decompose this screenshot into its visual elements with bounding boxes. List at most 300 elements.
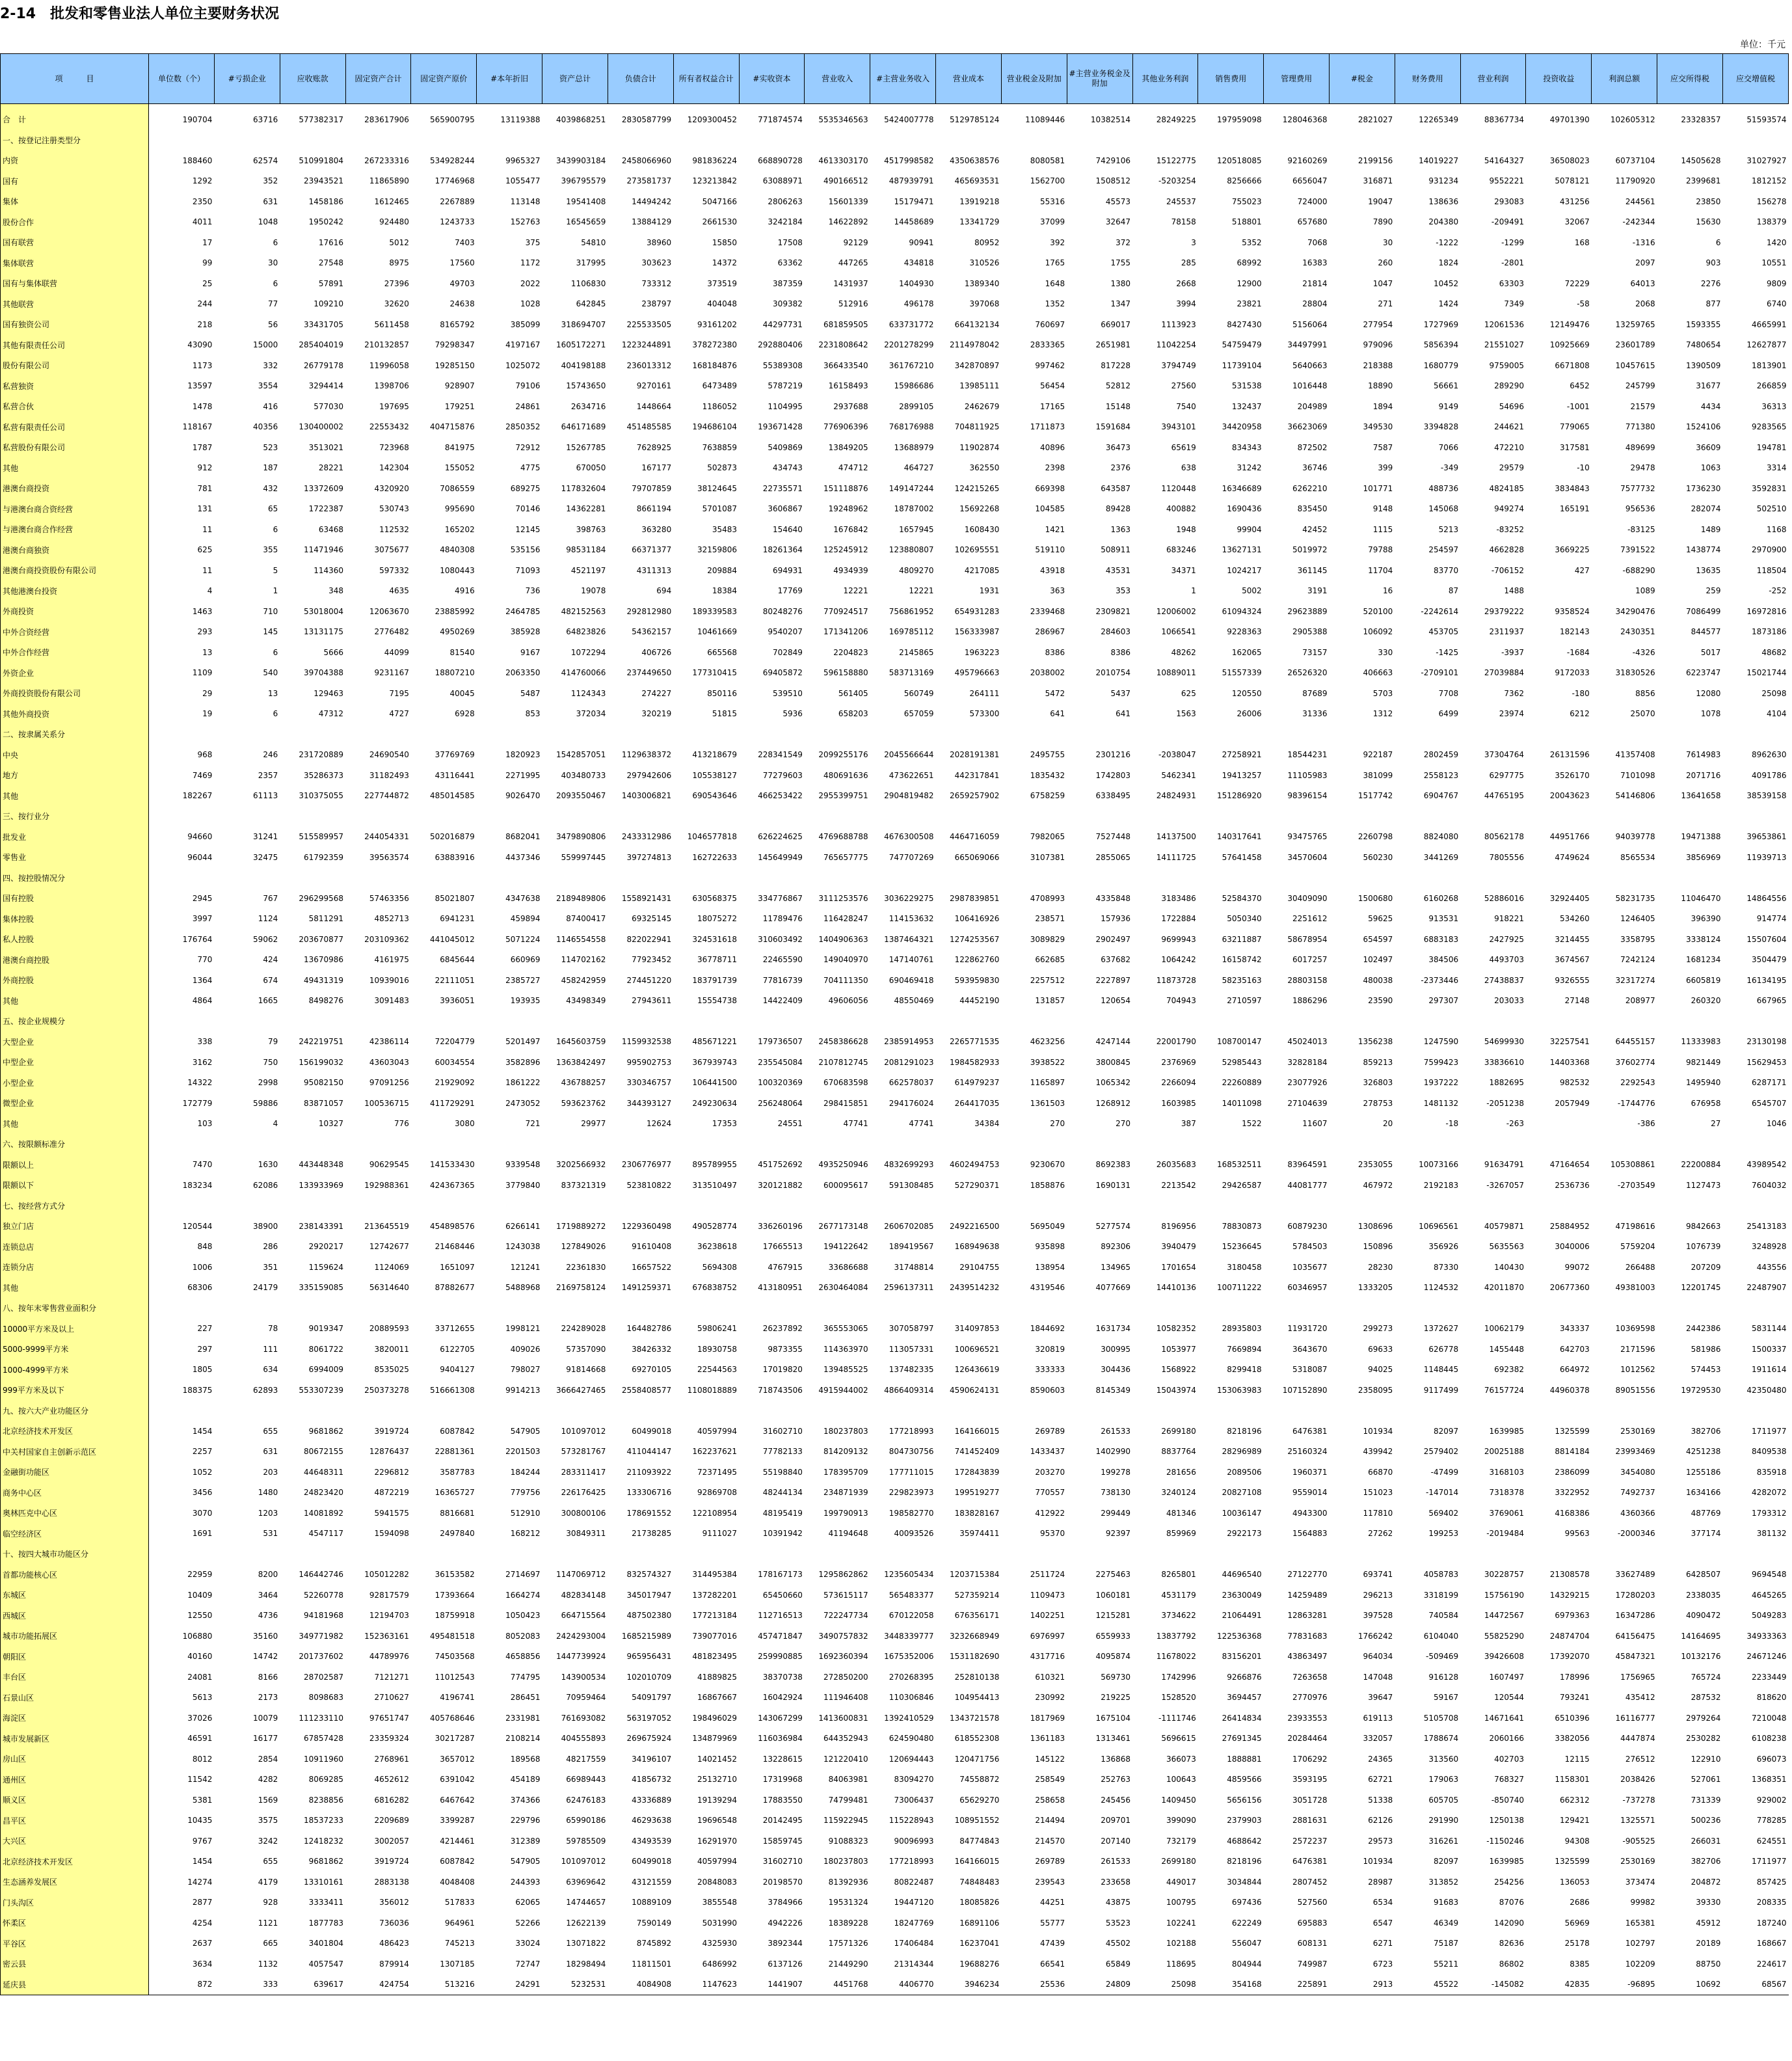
cell-value: 1016448 xyxy=(1292,381,1328,391)
cell-value: 73157 xyxy=(1302,647,1328,657)
table-row xyxy=(1,1093,1789,1114)
cell-value: 17769 xyxy=(777,586,803,596)
cell-value: 3643670 xyxy=(1292,1344,1328,1354)
cell-value xyxy=(870,1134,936,1155)
cell-value: 1522 xyxy=(1242,1119,1262,1129)
row-label: 限额以上 xyxy=(1,1155,149,1176)
cell-value: 26526320 xyxy=(1287,668,1328,678)
cell-value: 14322 xyxy=(187,1078,213,1088)
cell-value: 15000 xyxy=(253,340,278,350)
column-header: #主营业务收入 xyxy=(870,54,936,104)
cell-value: 9026470 xyxy=(505,791,541,801)
cell-value: 10582352 xyxy=(1156,1324,1196,1334)
cell-value: 118167 xyxy=(182,422,213,432)
cell-value: 61113 xyxy=(253,791,278,801)
cell-value xyxy=(936,724,1002,745)
cell-value: 2558123 xyxy=(1423,770,1459,780)
cell-value: 5047166 xyxy=(702,196,738,206)
cell-value: 64156475 xyxy=(1615,1631,1655,1641)
cell-value: 105308861 xyxy=(1610,1160,1655,1170)
cell-value: 177711015 xyxy=(889,1467,934,1477)
cell-value: 756861952 xyxy=(889,606,934,616)
cell-value: 968 xyxy=(197,750,213,760)
cell-value: 60499018 xyxy=(632,1857,672,1866)
cell-value: 8218196 xyxy=(1227,1857,1262,1866)
cell-value: 60737104 xyxy=(1615,155,1655,165)
cell-value: 31242 xyxy=(1237,463,1262,473)
cell-value: 94039778 xyxy=(1615,832,1655,842)
cell-value: 413180951 xyxy=(758,1283,803,1293)
cell-value: 27438837 xyxy=(1484,975,1524,985)
cell-value: 750 xyxy=(263,1057,278,1067)
cell-value: 23328357 xyxy=(1681,114,1721,124)
cell-value: 399 xyxy=(1378,463,1393,473)
cell-value: 4493703 xyxy=(1489,955,1524,965)
cell-value: 624551 xyxy=(1756,1836,1787,1846)
cell-value: 5437 xyxy=(1110,688,1130,698)
cell-value: 13119388 xyxy=(500,114,541,124)
cell-value: 1448664 xyxy=(636,401,672,411)
table-row xyxy=(1,1483,1789,1503)
cell-value: 439942 xyxy=(1363,1447,1393,1457)
cell-value: 286451 xyxy=(510,1693,541,1703)
cell-value: 518801 xyxy=(1231,217,1262,227)
cell-value: 5012 xyxy=(389,237,409,247)
cell-value xyxy=(1001,868,1067,889)
cell-value: 668890728 xyxy=(758,155,803,165)
cell-value: 7403 xyxy=(455,237,475,247)
cell-value: 523 xyxy=(263,442,278,452)
cell-value: 246 xyxy=(263,750,278,760)
cell-value: 203033 xyxy=(1494,996,1524,1006)
cell-value: 56314640 xyxy=(369,1283,409,1293)
cell-value: 256248064 xyxy=(758,1098,803,1108)
cell-value: 2171596 xyxy=(1620,1344,1655,1354)
cell-value: 10132176 xyxy=(1681,1652,1721,1662)
cell-value: 1404930 xyxy=(899,278,934,288)
table-row xyxy=(1,478,1789,499)
cell-value: 122910 xyxy=(1691,1754,1721,1764)
cell-value: 487502380 xyxy=(626,1611,672,1621)
cell-value: 596158880 xyxy=(823,668,868,678)
cell-value xyxy=(936,868,1002,889)
cell-value: 3456 xyxy=(192,1488,213,1498)
cell-value: 198496029 xyxy=(692,1713,738,1723)
cell-value: -1222 xyxy=(1436,237,1459,247)
cell-value: 15267785 xyxy=(566,442,606,452)
cell-value: 1165897 xyxy=(1030,1078,1065,1088)
cell-value: 270 xyxy=(1050,1119,1065,1129)
cell-value: 409026 xyxy=(510,1344,541,1354)
cell-value: 69325145 xyxy=(632,914,672,924)
cell-value: 79298347 xyxy=(435,340,475,350)
cell-value: 142304 xyxy=(379,463,409,473)
cell-value: 1824 xyxy=(1438,258,1459,268)
cell-value: 749987 xyxy=(1297,1959,1328,1969)
cell-value: 694931 xyxy=(773,565,803,575)
cell-value: 431256 xyxy=(1559,196,1590,206)
cell-value: 779756 xyxy=(510,1488,541,1498)
cell-value: 1858876 xyxy=(1030,1180,1065,1190)
cell-value: -1001 xyxy=(1566,401,1590,411)
cell-value: 605705 xyxy=(1428,1795,1459,1805)
table-row xyxy=(1,642,1789,663)
cell-value: 690469418 xyxy=(889,975,934,985)
cell-value: 64823826 xyxy=(566,627,606,637)
cell-value: 5409869 xyxy=(768,442,803,452)
cell-value: 1788674 xyxy=(1423,1734,1459,1744)
cell-value: 147048 xyxy=(1363,1672,1393,1682)
cell-value: 770 xyxy=(197,955,213,965)
cell-value: 381099 xyxy=(1363,770,1393,780)
cell-value: 36313 xyxy=(1761,401,1787,411)
cell-value: 6 xyxy=(273,237,278,247)
cell-value: 633731772 xyxy=(889,319,934,329)
cell-value: 1711977 xyxy=(1752,1426,1787,1436)
cell-value: 14329215 xyxy=(1549,1590,1590,1600)
cell-value: 199519277 xyxy=(954,1488,1000,1498)
cell-value xyxy=(1001,1401,1067,1421)
cell-value: 75187 xyxy=(1433,1939,1459,1948)
cell-value: 29977 xyxy=(581,1119,606,1129)
cell-value: 4 xyxy=(207,586,213,596)
row-label: 房山区 xyxy=(1,1749,149,1770)
cell-value xyxy=(673,868,739,889)
cell-value xyxy=(1132,724,1198,745)
cell-value xyxy=(805,1196,870,1217)
cell-value: 182267 xyxy=(182,791,213,801)
cell-value: 676958 xyxy=(1691,1098,1721,1108)
cell-value: 14164695 xyxy=(1681,1631,1721,1641)
cell-value: 4247144 xyxy=(1095,1037,1130,1047)
table-row xyxy=(1,1278,1789,1299)
cell-value: 56 xyxy=(267,319,278,329)
cell-value: 20889593 xyxy=(369,1324,409,1334)
cell-value: 6904767 xyxy=(1423,791,1459,801)
cell-value: 577030 xyxy=(314,401,344,411)
cell-value: 8165792 xyxy=(440,319,475,329)
cell-value: 9699943 xyxy=(1161,934,1196,944)
cell-value: 4676300508 xyxy=(884,832,934,842)
cell-value: -2019484 xyxy=(1486,1529,1524,1539)
cell-value: 1558921431 xyxy=(621,893,672,903)
cell-value: 27258921 xyxy=(1222,750,1262,760)
cell-value: 573300 xyxy=(969,709,1000,719)
cell-value: 1028 xyxy=(520,299,541,309)
cell-value: 254256 xyxy=(1494,1877,1524,1887)
cell-value: 4011 xyxy=(192,217,213,227)
cell-value: 481346 xyxy=(1166,1508,1196,1518)
cell-value: 57641458 xyxy=(1222,852,1262,862)
cell-value: 7708 xyxy=(1438,688,1459,698)
column-header: 销售费用 xyxy=(1198,54,1264,104)
cell-value: 482152563 xyxy=(561,606,606,616)
cell-value: 7210048 xyxy=(1752,1713,1787,1723)
cell-value xyxy=(345,1401,411,1421)
cell-value: 569402 xyxy=(1428,1508,1459,1518)
cell-value: 19688276 xyxy=(959,1959,1000,1969)
cell-value: 98396154 xyxy=(1287,791,1328,801)
cell-value xyxy=(214,806,280,827)
cell-value: 3634 xyxy=(192,1959,213,1969)
cell-value: 150896 xyxy=(1363,1242,1393,1252)
cell-value xyxy=(1395,1196,1460,1217)
cell-value: 44648311 xyxy=(303,1467,344,1477)
cell-value: 55211 xyxy=(1433,1959,1459,1969)
cell-value xyxy=(1132,1134,1198,1155)
cell-value: 31602710 xyxy=(762,1857,803,1866)
cell-value: 755023 xyxy=(1231,196,1262,206)
cell-value xyxy=(870,130,936,151)
cell-value: 48550469 xyxy=(894,996,934,1006)
cell-value: 15021744 xyxy=(1746,668,1787,678)
cell-value: 14021452 xyxy=(697,1754,738,1764)
cell-value xyxy=(477,1011,542,1032)
cell-value xyxy=(1592,1544,1657,1565)
cell-value: -1299 xyxy=(1501,237,1524,247)
cell-value: 931234 xyxy=(1428,176,1459,186)
cell-value: 6262210 xyxy=(1292,483,1328,493)
cell-value: 245537 xyxy=(1166,196,1196,206)
cell-value xyxy=(411,130,477,151)
cell-value xyxy=(673,1401,739,1421)
cell-value: 32067 xyxy=(1564,217,1590,227)
cell-value: 3919724 xyxy=(374,1857,409,1866)
cell-value: 1458186 xyxy=(308,196,344,206)
cell-value: 87882677 xyxy=(435,1283,475,1293)
row-label: 城市功能拓展区 xyxy=(1,1626,149,1647)
cell-value: 2883138 xyxy=(374,1877,409,1887)
row-label: 金融街功能区 xyxy=(1,1462,149,1483)
cell-value: 37769769 xyxy=(435,750,475,760)
cell-value: 3464 xyxy=(258,1590,278,1600)
table-row xyxy=(1,1462,1789,1483)
cell-value: 8661194 xyxy=(636,504,672,514)
cell-value: 512916 xyxy=(838,299,868,309)
cell-value: 8196956 xyxy=(1161,1221,1196,1231)
column-header: 利润总额 xyxy=(1592,54,1657,104)
cell-value: 79788 xyxy=(1368,545,1393,555)
cell-value: 117832604 xyxy=(561,483,606,493)
cell-value: 4039868251 xyxy=(556,114,606,124)
cell-value: 6 xyxy=(273,524,278,534)
cell-value: 13228615 xyxy=(762,1754,803,1764)
cell-value: 4915944002 xyxy=(818,1385,868,1395)
cell-value: 14111725 xyxy=(1156,852,1196,862)
cell-value: 5232531 xyxy=(542,1974,608,1995)
cell-value: 16657522 xyxy=(632,1262,672,1272)
cell-value: 657059 xyxy=(903,709,934,719)
cell-value xyxy=(739,1011,805,1032)
cell-value: 29579 xyxy=(1499,463,1524,473)
cell-value: 17393664 xyxy=(435,1590,475,1600)
cell-value: 1052 xyxy=(192,1467,213,1477)
cell-value: 1805 xyxy=(192,1365,213,1375)
cell-value: 41194648 xyxy=(828,1529,868,1539)
cell-value xyxy=(1460,130,1526,151)
cell-value xyxy=(542,1196,608,1217)
cell-value xyxy=(673,1011,739,1032)
cell-value: 3994 xyxy=(1176,299,1196,309)
cell-value: 3769061 xyxy=(1489,1508,1524,1518)
cell-value xyxy=(345,130,411,151)
cell-value: 540 xyxy=(263,668,278,678)
cell-value: 818620 xyxy=(1756,1693,1787,1703)
cell-value: 13641658 xyxy=(1681,791,1721,801)
table-row xyxy=(1,991,1789,1012)
cell-value: 16 xyxy=(1383,586,1393,596)
cell-value: 560230 xyxy=(1363,852,1393,862)
cell-value: 10461669 xyxy=(697,627,738,637)
cell-value: 87 xyxy=(1448,586,1459,596)
cell-value: 120544 xyxy=(1494,1693,1524,1703)
cell-value: 72912 xyxy=(515,442,541,452)
cell-value: 30217287 xyxy=(435,1734,475,1744)
cell-value: 114153632 xyxy=(889,914,934,924)
cell-value xyxy=(739,130,805,151)
cell-value: 1124069 xyxy=(374,1262,409,1272)
row-label: 中央 xyxy=(1,745,149,766)
cell-value: 238797 xyxy=(641,299,672,309)
cell-value: 23943521 xyxy=(303,176,344,186)
cell-value: 487769 xyxy=(1691,1508,1721,1518)
cell-value: 24809 xyxy=(1067,1974,1132,1995)
cell-value: 30 xyxy=(1383,237,1393,247)
cell-value: 29104755 xyxy=(959,1262,1000,1272)
cell-value: 2227897 xyxy=(1095,975,1130,985)
cell-value: 451752692 xyxy=(758,1160,803,1170)
cell-value xyxy=(805,868,870,889)
cell-value: 80248276 xyxy=(762,606,803,616)
cell-value: 28987 xyxy=(1368,1877,1393,1887)
cell-value: 10889011 xyxy=(1156,668,1196,678)
cell-value: 88367734 xyxy=(1484,114,1524,124)
cell-value: 4095874 xyxy=(1095,1652,1130,1662)
cell-value xyxy=(1132,868,1198,889)
cell-value xyxy=(542,1544,608,1565)
cell-value: 145122 xyxy=(1035,1754,1065,1764)
cell-value: 47439 xyxy=(1039,1939,1065,1948)
cell-value: 1392410529 xyxy=(884,1713,934,1723)
cell-value: 402703 xyxy=(1494,1754,1524,1764)
row-label: 昌平区 xyxy=(1,1811,149,1831)
cell-value: 736036 xyxy=(379,1918,409,1928)
cell-value: 112716513 xyxy=(758,1611,803,1621)
cell-value: 9809 xyxy=(1766,278,1787,288)
cell-value: 55389308 xyxy=(762,360,803,370)
cell-value: 593623762 xyxy=(561,1098,606,1108)
cell-value: 12863281 xyxy=(1287,1611,1328,1621)
cell-value: 1356238 xyxy=(1357,1037,1393,1047)
row-label: 国有联营 xyxy=(1,232,149,253)
cell-value xyxy=(608,724,673,745)
cell-value: 15236645 xyxy=(1222,1242,1262,1252)
cell-value: 1055477 xyxy=(505,176,541,186)
cell-value: 18544231 xyxy=(1287,750,1328,760)
cell-value: 637682 xyxy=(1101,955,1130,965)
cell-value xyxy=(805,806,870,827)
cell-value: 434818 xyxy=(903,258,934,268)
cell-value: 2710627 xyxy=(374,1693,409,1703)
cell-value: 57463356 xyxy=(369,893,409,903)
cell-value: 2233449 xyxy=(1752,1672,1787,1682)
cell-value: 297942606 xyxy=(626,770,672,780)
cell-value xyxy=(739,1401,805,1421)
cell-value: 3856969 xyxy=(1686,852,1721,862)
cell-value: 16177 xyxy=(253,1734,278,1744)
row-label: 外资企业 xyxy=(1,663,149,684)
cell-value: 24291 xyxy=(477,1974,542,1995)
cell-value xyxy=(1460,806,1526,827)
cell-value: 6559933 xyxy=(1095,1631,1130,1641)
cell-value xyxy=(542,1401,608,1421)
cell-value: 2572237 xyxy=(1292,1836,1328,1846)
cell-value: 7628925 xyxy=(636,442,672,452)
table-row xyxy=(1,1606,1789,1626)
cell-value: 892306 xyxy=(1101,1242,1130,1252)
cell-value: 92129 xyxy=(843,237,868,247)
cell-value: 42350480 xyxy=(1746,1385,1787,1395)
cell-value: 1129638372 xyxy=(621,750,672,760)
cell-value: 1203 xyxy=(258,1508,278,1518)
cell-value: 406726 xyxy=(641,647,672,657)
cell-value: 670683598 xyxy=(823,1078,868,1088)
cell-value: 4832699293 xyxy=(884,1160,934,1170)
cell-value: 162065 xyxy=(1231,647,1262,657)
cell-value: 1246405 xyxy=(1620,914,1655,924)
cell-value: 1463 xyxy=(192,606,213,616)
cell-value: 342870897 xyxy=(954,360,1000,370)
cell-value: 13372609 xyxy=(303,483,344,493)
cell-value: 13627131 xyxy=(1222,545,1262,555)
cell-value: 3606867 xyxy=(768,504,803,514)
table-row xyxy=(1,1585,1789,1606)
cell-value xyxy=(1329,1011,1395,1032)
cell-value: 6137126 xyxy=(768,1959,803,1969)
cell-value: 33024 xyxy=(515,1939,541,1948)
cell-value: 6994009 xyxy=(308,1365,344,1375)
cell-value: 90629545 xyxy=(369,1160,409,1170)
cell-value: 793241 xyxy=(1559,1693,1590,1703)
cell-value xyxy=(1395,724,1460,745)
cell-value: 2659257902 xyxy=(949,791,1000,801)
cell-value xyxy=(805,1011,870,1032)
cell-value: 87400417 xyxy=(566,914,606,924)
cell-value xyxy=(936,1011,1002,1032)
cell-value: 3554 xyxy=(258,381,278,391)
cell-value: 2497840 xyxy=(440,1529,475,1539)
cell-value: 2231808642 xyxy=(818,340,868,350)
cell-value xyxy=(673,1134,739,1155)
cell-value: 412922 xyxy=(1035,1508,1065,1518)
cell-value: 6452 xyxy=(1570,381,1590,391)
cell-value: -1111746 xyxy=(1158,1713,1196,1723)
cell-value: 5472 xyxy=(1045,688,1065,698)
cell-value: 3734622 xyxy=(1161,1611,1196,1621)
cell-value: 58231735 xyxy=(1615,893,1655,903)
cell-value: -850740 xyxy=(1491,1795,1524,1805)
cell-value: 23885992 xyxy=(435,606,475,616)
row-label: 地方 xyxy=(1,765,149,786)
cell-value: 1447739924 xyxy=(556,1652,606,1662)
cell-value: 995902753 xyxy=(626,1057,672,1067)
cell-value: 392 xyxy=(1050,237,1065,247)
cell-value: 23077926 xyxy=(1287,1078,1328,1088)
cell-value: 1491259371 xyxy=(621,1283,672,1293)
cell-value: 15756190 xyxy=(1484,1590,1524,1600)
cell-value: 1454 xyxy=(192,1426,213,1436)
cell-value xyxy=(411,1401,477,1421)
